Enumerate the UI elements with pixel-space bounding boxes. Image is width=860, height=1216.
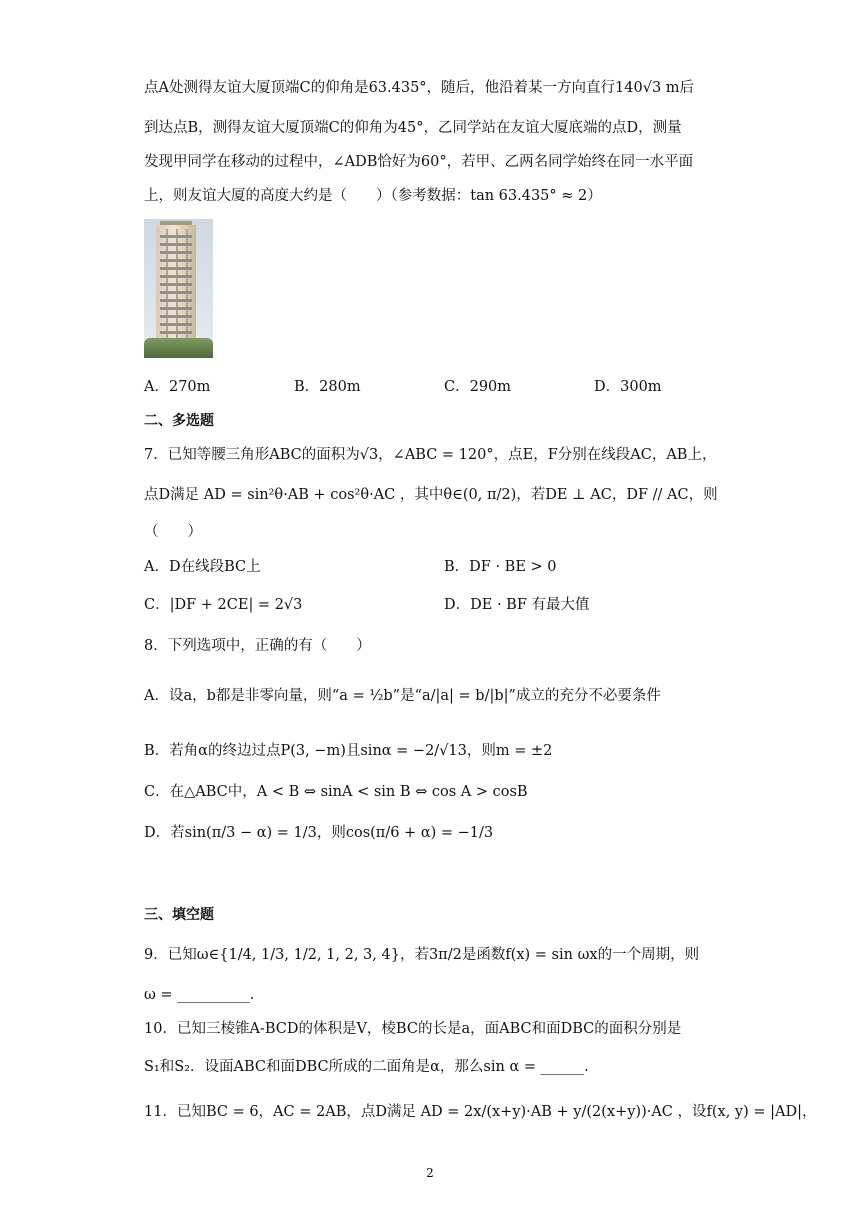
q6-text-line-3: 发现甲同学在移动的过程中，∠ADB恰好为60°，若甲、乙两名同学始终在同一水平面: [144, 154, 694, 170]
section-heading-fill-in: 三、填空题: [144, 907, 214, 923]
q7-stem-line-3: （ ）: [144, 524, 202, 540]
q6-option-b: B．280m: [294, 379, 361, 395]
q7-option-b: B．DF · BE > 0: [444, 559, 557, 575]
q6-text-line-4: 上，则友谊大厦的高度大约是（ ）（参考数据：tan 63.435° ≈ 2）: [144, 188, 602, 204]
q7-option-c: C．|DF + 2CE| = 2√3: [144, 597, 303, 613]
q7-option-d: D．DE · BF 有最大值: [444, 597, 590, 613]
q8-option-b: B．若角α的终边过点P(3, −m)且sinα = −2/√13，则m = ±2: [144, 743, 553, 759]
q8-stem: 8．下列选项中，正确的有（ ）: [144, 638, 371, 654]
q6-text-line-2: 到达点B，测得友谊大厦顶端C的仰角为45°，乙同学站在友谊大厦底端的点D，测量: [144, 120, 682, 136]
q6-option-a: A．270m: [144, 379, 211, 395]
q11-line-1: 11．已知BC = 6，AC = 2AB，点D满足 AD = 2x/(x+y)·AB + y/(2(x+y))·AC ，设f(x, y) = |AD|，: [144, 1104, 817, 1120]
q9-line-1: 9．已知ω∈{1/4, 1/3, 1/2, 1, 2, 3, 4}，若3π/2是函数f(x) = sin ωx的一个周期，则: [144, 947, 700, 963]
q9-line-2: ω = __________.: [144, 987, 255, 1003]
q10-line-2: S₁和S₂．设面ABC和面DBC所成的二面角是α，那么sin α = ______.: [144, 1059, 589, 1075]
q7-stem-line-1: 7．已知等腰三角形ABC的面积为√3，∠ABC = 120°，点E，F分别在线段AC，AB上，: [144, 447, 717, 463]
q8-option-d: D．若sin(π/3 − α) = 1/3，则cos(π/6 + α) = −1/3: [144, 825, 494, 841]
q7-option-a: A．D在线段BC上: [144, 559, 261, 575]
q6-option-d: D．300m: [594, 379, 662, 395]
q8-option-c: C．在△ABC中，A < B ⇔ sinA < sin B ⇔ cos A > cosB: [144, 784, 528, 800]
q6-option-c: C．290m: [444, 379, 512, 395]
q6-text-line-1: 点A处测得友谊大厦顶端C的仰角是63.435°，随后，他沿着某一方向直行140√3 m后: [144, 80, 695, 96]
building-photo: [144, 219, 213, 358]
q10-line-1: 10．已知三棱锥A-BCD的体积是V，棱BC的长是a，面ABC和面DBC的面积分别是: [144, 1021, 682, 1037]
section-heading-multi-choice: 二、多选题: [144, 413, 214, 429]
q7-stem-line-2: 点D满足 AD = sin²θ·AB + cos²θ·AC ，其中θ∈(0, π/2)，若DE ⊥ AC，DF // AC，则: [144, 487, 718, 503]
page-number: 2: [426, 1166, 434, 1180]
q8-option-a: A．设a，b都是非零向量，则“a = ½b”是“a/|a| = b/|b|”成立的充分不必要条件: [144, 688, 661, 704]
